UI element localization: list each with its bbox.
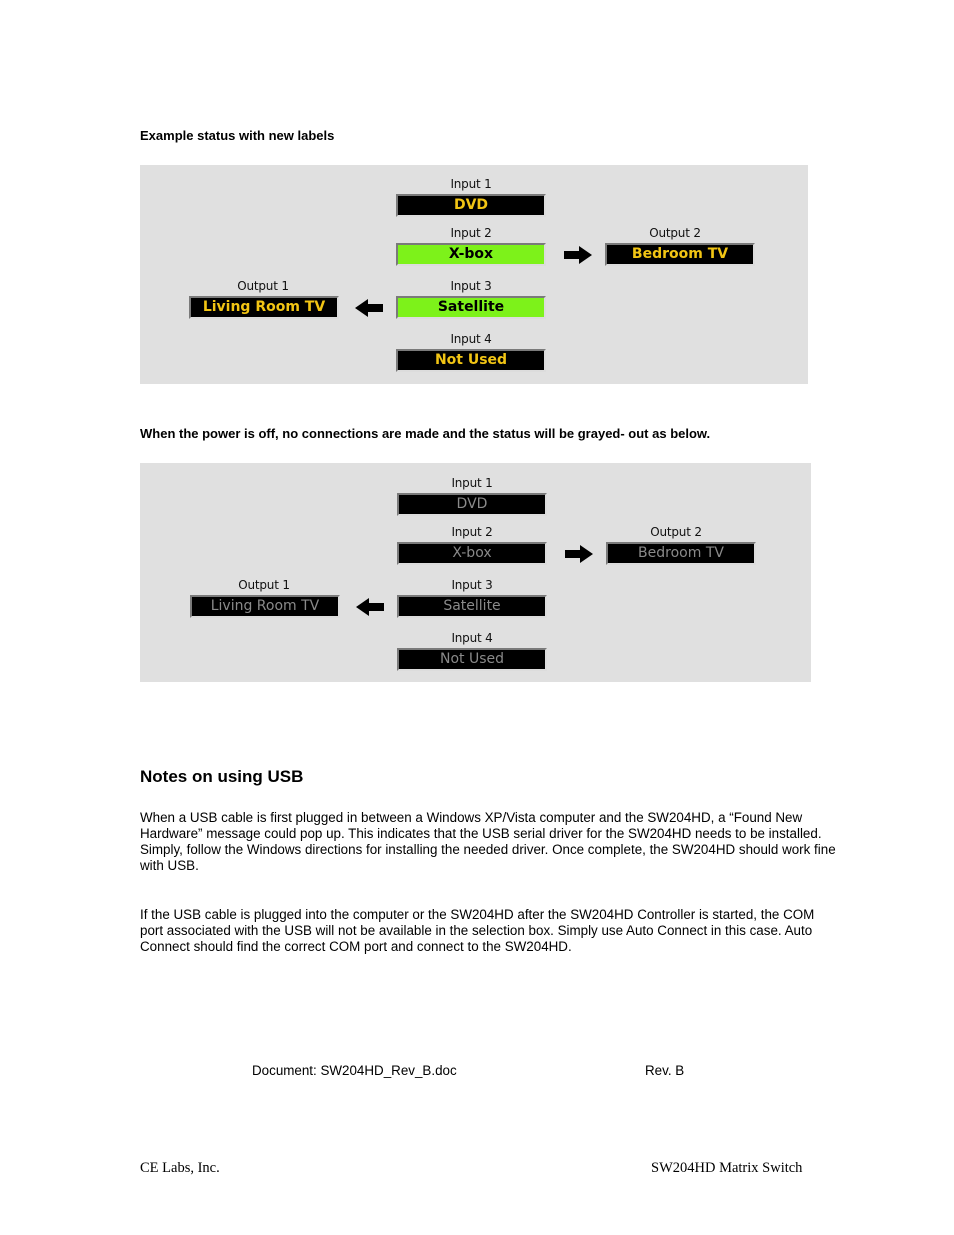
arrow-left-icon bbox=[356, 598, 384, 616]
output-2-label: Output 2 bbox=[649, 226, 701, 240]
caption-power-off: When the power is off, no connections are made and the status will be grayed- out as below. bbox=[140, 426, 711, 441]
input-3-label: Input 3 bbox=[451, 578, 493, 592]
input-3-label: Input 3 bbox=[450, 279, 492, 293]
output-1-box: Living Room TV bbox=[189, 296, 339, 319]
document-filename: Document: SW204HD_Rev_B.doc bbox=[252, 1063, 457, 1078]
status-panel-power-off bbox=[140, 463, 811, 682]
input-2-label: Input 2 bbox=[451, 525, 493, 539]
input-1-box: DVD bbox=[397, 493, 547, 516]
usb-note-paragraph-2: If the USB cable is plugged into the computer or the SW204HD after the SW204HD Controller is started, the COM port associated with the USB will not be available in the selection box. Simply use Auto Connect in this case. Auto Connect should find the correct COM port and connect to the SW204HD. bbox=[140, 907, 815, 954]
input-2-box: X-box bbox=[397, 542, 547, 565]
arrow-right-icon bbox=[565, 545, 593, 563]
arrow-left-icon bbox=[355, 299, 383, 317]
input-3-box: Satellite bbox=[397, 595, 547, 618]
input-3-box: Satellite bbox=[396, 296, 546, 319]
output-1-label: Output 1 bbox=[238, 578, 290, 592]
output-2-box: Bedroom TV bbox=[606, 542, 756, 565]
arrow-right-icon bbox=[564, 246, 592, 264]
input-1-box: DVD bbox=[396, 194, 546, 217]
caption-example: Example status with new labels bbox=[140, 128, 335, 143]
usb-note-paragraph-1: When a USB cable is first plugged in between a Windows XP/Vista computer and the SW204HD, a “Found New Hardware” message could pop up. This indicates that the USB serial driver for the SW204HD needs to be installed. Simply, follow the Windows directions for installing the needed driver. Once complete, the SW204HD should work fine with USB. bbox=[140, 810, 836, 873]
output-2-label: Output 2 bbox=[650, 525, 702, 539]
footer-product: SW204HD Matrix Switch bbox=[651, 1160, 803, 1176]
input-4-label: Input 4 bbox=[450, 332, 492, 346]
input-1-label: Input 1 bbox=[450, 177, 492, 191]
section-heading-usb: Notes on using USB bbox=[140, 767, 304, 786]
footer-company: CE Labs, Inc. bbox=[140, 1160, 220, 1176]
input-2-label: Input 2 bbox=[450, 226, 492, 240]
output-2-box: Bedroom TV bbox=[605, 243, 755, 266]
output-1-label: Output 1 bbox=[237, 279, 289, 293]
input-1-label: Input 1 bbox=[451, 476, 493, 490]
input-4-box: Not Used bbox=[396, 349, 546, 372]
document-revision: Rev. B bbox=[645, 1063, 685, 1078]
status-panel-labeled bbox=[140, 165, 808, 384]
output-1-box: Living Room TV bbox=[190, 595, 340, 618]
input-4-box: Not Used bbox=[397, 648, 547, 671]
input-2-box: X-box bbox=[396, 243, 546, 266]
input-4-label: Input 4 bbox=[451, 631, 493, 645]
